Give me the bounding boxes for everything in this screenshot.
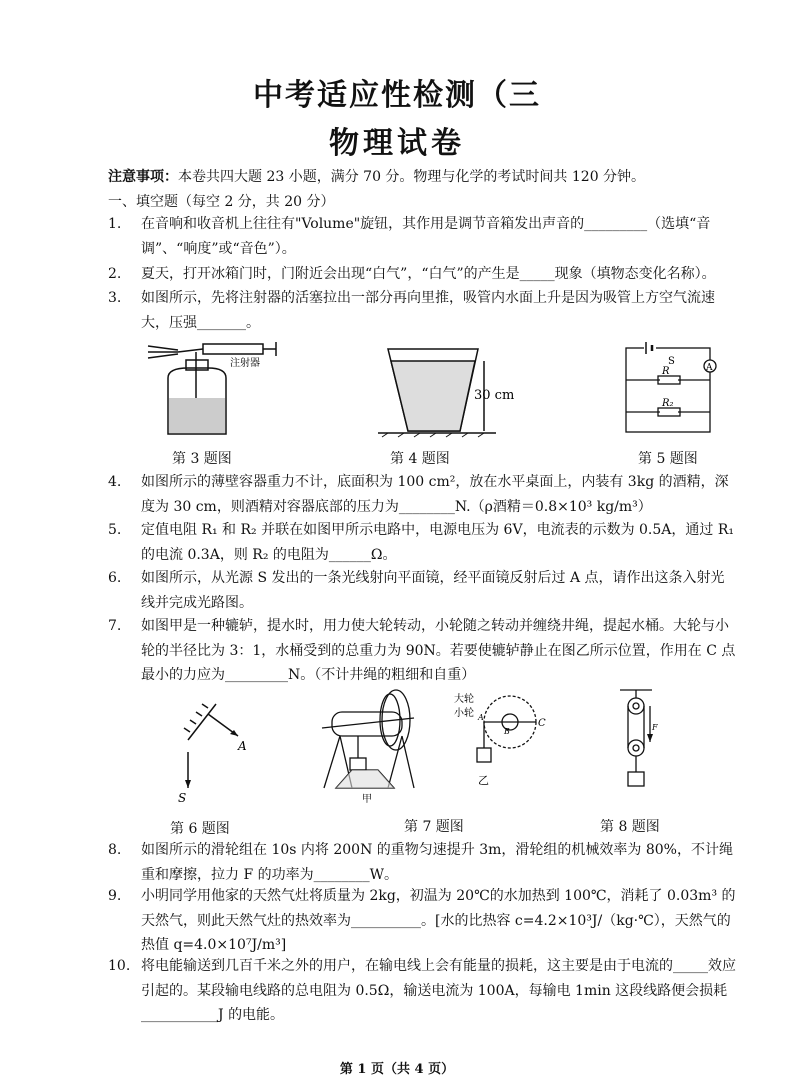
question-8 xyxy=(108,838,736,887)
depth-label: 30 cm xyxy=(474,388,515,403)
figure-8 xyxy=(612,688,662,803)
page-subtitle: 物理试卷 xyxy=(329,126,465,161)
section-title: 一、填空题（每空 2 分，共 20 分） xyxy=(108,194,335,210)
question-number: 10. xyxy=(108,958,131,974)
figure-4 xyxy=(378,345,528,437)
notice xyxy=(108,166,748,186)
question-number: 2. xyxy=(108,266,122,282)
figure-4-caption: 第 4 题图 xyxy=(390,451,450,467)
question-text: 将电能输送到几百千米之外的用户，在输电线上会有能量的损耗，这主要是由于电流的_____效应引起的。某段输电线路的总电阻为 0.5Ω，输送电流为 100A，每输电 1min 这段线路便会损耗___________J 的电能。 xyxy=(141,958,736,1023)
question-number: 3. xyxy=(108,290,122,306)
question-number: 7. xyxy=(108,618,122,634)
question-3 xyxy=(108,286,736,335)
syringe-label: 注射器 xyxy=(230,358,260,369)
ammeter-label: A xyxy=(706,363,713,373)
question-text: 在音响和收音机上往往有"Volume"旋钮，其作用是调节音箱发出声音的_________（选填“音调”、“响度”或“音色”）。 xyxy=(141,216,711,257)
page-title: 中考适应性检测（三 xyxy=(253,78,541,113)
figure-8-caption: 第 8 题图 xyxy=(600,819,660,835)
question-number: 8. xyxy=(108,842,122,858)
fig7-jia-label: 甲 xyxy=(362,794,372,805)
source-s-label: S xyxy=(178,791,187,805)
question-text: 小明同学用他家的天然气灶将质量为 2kg，初温为 20℃的水加热到 100℃，消耗了 0.03m³ 的天然气，则此天然气灶的热效率为__________。[水的比热容 c=4.2×10³J/（kg·℃），天然气的热值 q=4.0×10⁷J/m³] xyxy=(141,888,736,953)
point-a-label: A xyxy=(478,713,484,722)
question-5 xyxy=(108,518,736,567)
fig7-yi-label: 乙 xyxy=(478,774,489,787)
force-f-label: F xyxy=(652,723,658,732)
question-number: 4. xyxy=(108,474,122,490)
question-text: 夏天，打开冰箱门时，门附近会出现“白气”，“白气”的产生是_____现象（填物态变化名称）。 xyxy=(141,266,716,282)
question-10 xyxy=(108,954,736,1028)
figure-7 xyxy=(318,688,553,806)
question-6 xyxy=(108,566,736,615)
small-wheel-label: 小轮 xyxy=(454,708,474,719)
question-number: 9. xyxy=(108,888,122,904)
switch-label: S xyxy=(668,356,675,367)
question-1 xyxy=(108,212,736,261)
question-text: 如图所示，先将注射器的活塞拉出一部分再向里推，吸管内水面上升是因为吸管上方空气流速大，压强_______。 xyxy=(141,290,715,331)
question-text: 如图甲是一种辘轳，提水时，用力使大轮转动，小轮随之转动并缠绕井绳，提起水桶。大轮与小轮的半径比为 3：1，水桶受到的总重力为 90N。若要使辘轳静止在图乙所示位置，作用在 C 点最小的力应为_________N。（不计井绳的粗细和自重） xyxy=(141,618,736,683)
figure-3 xyxy=(148,338,278,438)
page-number: 第 1 页（共 4 页） xyxy=(339,1062,455,1077)
point-c-label: C xyxy=(538,718,546,729)
question-number: 6. xyxy=(108,570,122,586)
r1-label: R xyxy=(662,366,670,377)
figure-5 xyxy=(620,340,720,435)
question-9 xyxy=(108,884,736,958)
question-number: 1. xyxy=(108,216,122,232)
big-wheel-label: 大轮 xyxy=(454,694,474,705)
question-2 xyxy=(108,262,736,287)
figure-3-caption: 第 3 题图 xyxy=(172,451,232,467)
question-4 xyxy=(108,470,736,519)
question-text: 如图所示，从光源 S 发出的一条光线射向平面镜，经平面镜反射后过 A 点，请作出这条入射光线并完成光路图。 xyxy=(141,570,725,611)
question-7 xyxy=(108,614,736,688)
point-b-label: B xyxy=(504,727,510,736)
question-text: 如图所示的薄壁容器重力不计，底面积为 100 cm²，放在水平桌面上，内装有 3kg 的酒精，深度为 30 cm，则酒精对容器底部的压力为________N.（ρ酒精＝0.8×10³ kg/m³） xyxy=(141,474,729,515)
notice-label: 注意事项： xyxy=(108,169,178,185)
question-text: 如图所示的滑轮组在 10s 内将 200N 的重物匀速提升 3m，滑轮组的机械效率为 80%，不计绳重和摩擦，拉力 F 的功率为________W。 xyxy=(141,842,733,883)
figure-6 xyxy=(168,700,258,805)
point-a-label: A xyxy=(238,739,247,753)
figure-7-caption: 第 7 题图 xyxy=(404,819,464,835)
figure-5-caption: 第 5 题图 xyxy=(638,451,698,467)
figure-6-caption: 第 6 题图 xyxy=(170,821,230,837)
question-number: 5. xyxy=(108,522,122,538)
r2-label: R₂ xyxy=(662,398,674,409)
notice-text: 本卷共四大题 23 小题，满分 70 分。物理与化学的考试时间共 120 分钟。 xyxy=(178,169,646,185)
question-text: 定值电阻 R₁ 和 R₂ 并联在如图甲所示电路中，电源电压为 6V，电流表的示数为 0.5A，通过 R₁ 的电流 0.3A，则 R₂ 的电阻为______Ω。 xyxy=(141,522,735,563)
